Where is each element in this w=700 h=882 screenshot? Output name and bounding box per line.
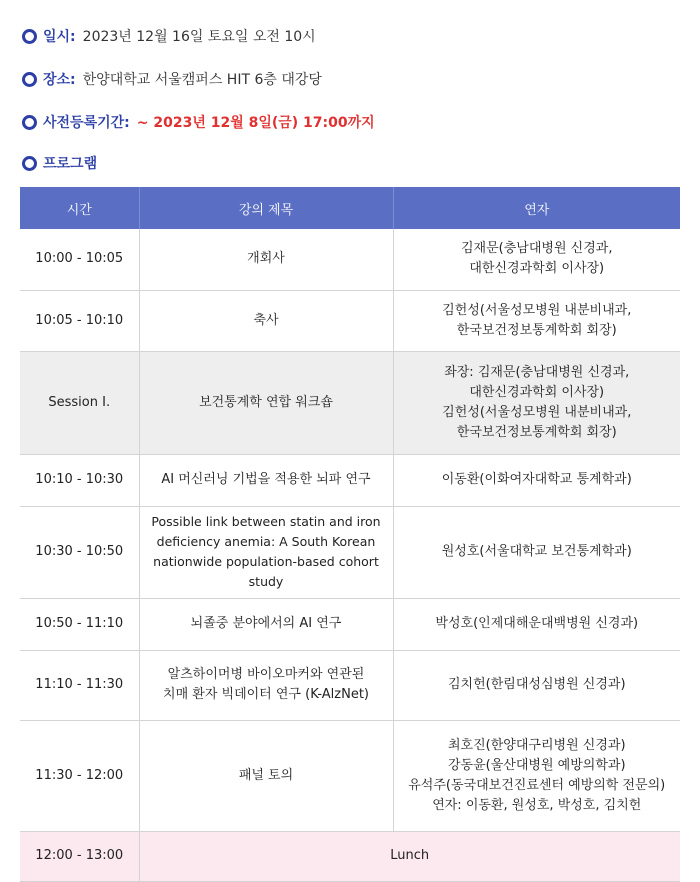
speaker-line: 원성호(서울대학교 보건통계학과) [441, 544, 632, 559]
speaker-line: 연자: 이동환, 원성호, 박성호, 김치헌 [432, 797, 642, 813]
info-registration [22, 112, 375, 132]
title-cell [139, 506, 393, 598]
time-cell: 12:00 - 13:00 [20, 831, 139, 881]
table-row [20, 290, 680, 351]
time-cell: 10:30 - 10:50 [20, 506, 139, 598]
speaker-line: 대한신경과학회 이사장) [469, 384, 605, 400]
speaker-cell [393, 650, 680, 720]
speaker-cell [393, 290, 680, 351]
title-cell [139, 650, 393, 720]
speaker-cell [393, 454, 680, 506]
speaker-line: 유석주(동국대보건진료센터 예방의학 전문의) [408, 777, 666, 793]
speaker-line: 이동환(이화여자대학교 통계학과) [441, 472, 632, 487]
session-row [20, 351, 680, 454]
header-time: 시간 [20, 187, 139, 229]
time-cell: 11:30 - 12:00 [20, 720, 139, 831]
title-line: Possible link between statin and iron [151, 514, 381, 529]
date-label: 일시: [43, 29, 76, 45]
speaker-line: 최호진(한양대구리병원 신경과) [447, 737, 626, 753]
speaker-line: 김재문(충남대병원 신경과, [461, 241, 613, 257]
title-line: 치매 환자 빅데이터 연구 (K-AlzNet) [163, 687, 369, 702]
table-row [20, 650, 680, 720]
title-line: deficiency anemia: A South Korean [156, 534, 376, 549]
bullet-icon [22, 156, 37, 171]
speaker-cell [393, 229, 680, 290]
title-line: AI 머신러닝 기법을 적용한 뇌파 연구 [161, 472, 371, 487]
title-line: 보건통계학 연합 워크숍 [199, 394, 333, 410]
header-speaker: 연자 [393, 187, 680, 229]
speaker-cell [393, 351, 680, 454]
speaker-line: 김헌성(서울성모병원 내분비내과, [442, 302, 632, 318]
date-value: 2023년 12월 16일 토요일 오전 10시 [82, 29, 316, 45]
speaker-line: 좌장: 김재문(충남대병원 신경과, [444, 364, 630, 380]
title-line: 패널 토의 [238, 767, 294, 783]
program-table [20, 187, 680, 882]
header-title: 강의 제목 [139, 187, 393, 229]
title-cell [139, 229, 393, 290]
time-cell: 10:50 - 11:10 [20, 598, 139, 650]
title-line: nationwide population-based cohort study [153, 554, 379, 589]
table-header-row [20, 187, 680, 229]
venue-label: 장소: [43, 72, 76, 88]
title-line: 알츠하이머병 바이오마커와 연관된 [167, 667, 365, 682]
speaker-cell [393, 506, 680, 598]
time-cell: 10:10 - 10:30 [20, 454, 139, 506]
lunch-row [20, 831, 680, 881]
speaker-line: 강동윤(울산대병원 예방의학과) [447, 757, 626, 773]
table-row [20, 598, 680, 650]
info-venue [22, 69, 322, 89]
title-cell [139, 598, 393, 650]
lunch-cell: Lunch [139, 831, 680, 881]
time-cell: 11:10 - 11:30 [20, 650, 139, 720]
speaker-line: 김헌성(서울성모병원 내분비내과, [442, 404, 632, 420]
speaker-cell [393, 720, 680, 831]
table-row [20, 720, 680, 831]
speaker-line: 한국보건정보통계학회 회장) [456, 424, 617, 440]
table-row [20, 229, 680, 290]
bullet-icon [22, 29, 37, 44]
speaker-line: 김치헌(한림대성심병원 신경과) [447, 677, 626, 692]
title-cell [139, 720, 393, 831]
title-cell [139, 454, 393, 506]
title-line: 개회사 [247, 251, 285, 267]
info-date [22, 26, 316, 46]
table-row [20, 454, 680, 506]
title-cell [139, 351, 393, 454]
table-row [20, 506, 680, 598]
bullet-icon [22, 115, 37, 130]
program-label: 프로그램 [43, 156, 98, 172]
title-line: 축사 [253, 312, 279, 328]
bullet-icon [22, 72, 37, 87]
info-program [22, 153, 104, 173]
time-cell: 10:05 - 10:10 [20, 290, 139, 351]
speaker-cell [393, 598, 680, 650]
time-cell: Session I. [20, 351, 139, 454]
time-cell: 10:00 - 10:05 [20, 229, 139, 290]
venue-value: 한양대학교 서울캠퍼스 HIT 6층 대강당 [82, 72, 322, 88]
title-cell [139, 290, 393, 351]
speaker-line: 박성호(인제대해운대백병원 신경과) [435, 616, 639, 631]
registration-label: 사전등록기간: [43, 115, 130, 131]
speaker-line: 대한신경과학회 이사장) [469, 261, 605, 277]
registration-value: ~ 2023년 12월 8일(금) 17:00까지 [136, 115, 375, 131]
title-line: 뇌졸중 분야에서의 AI 연구 [190, 616, 342, 631]
speaker-line: 한국보건정보통계학회 회장) [456, 322, 617, 338]
